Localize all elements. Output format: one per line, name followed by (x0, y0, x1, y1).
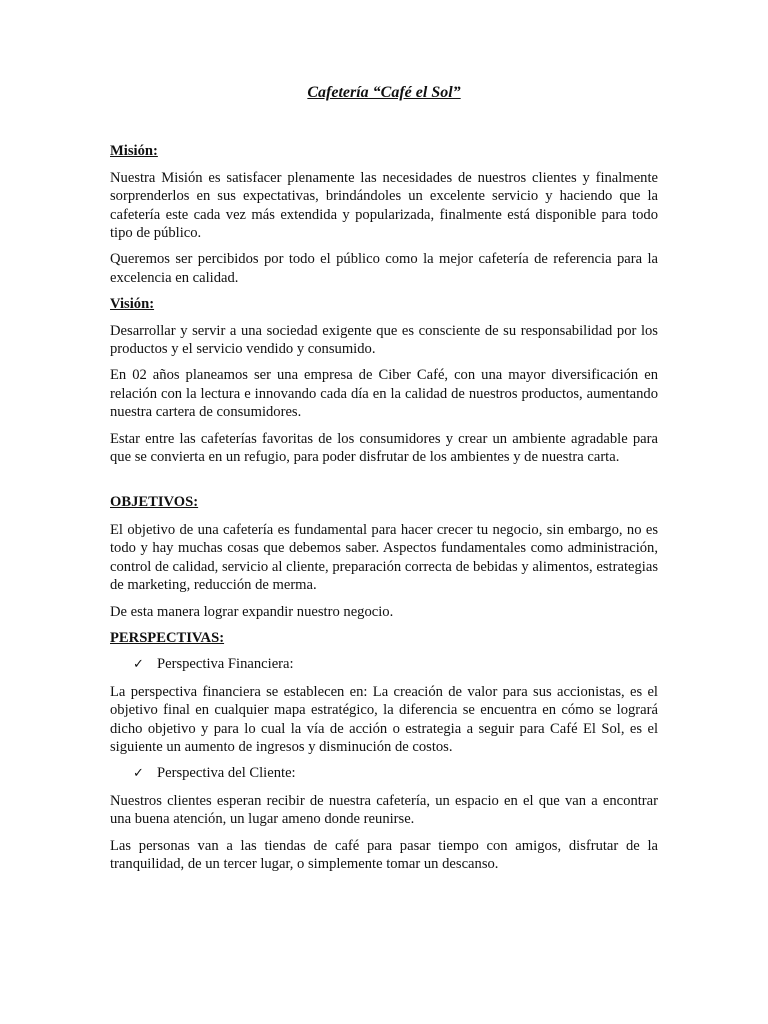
bullet-perspectiva-financiera (110, 655, 658, 674)
objetivos-heading: OBJETIVOS: (110, 493, 199, 510)
perspectiva-cliente-paragraph-2: Las personas van a las tiendas de café para pasar tiempo con amigos, disfrutar de la tranquilidad, de un tercer lugar, o simplemente tomar un descanso. (110, 837, 658, 872)
perspectivas-heading: PERSPECTIVAS: (110, 629, 225, 646)
mision-paragraph-2: Queremos ser percibidos por todo el público como la mejor cafetería de referencia para la excelencia en calidad. (110, 251, 658, 286)
vision-paragraph-2: En 02 años planeamos ser una empresa de Ciber Café, con una mayor diversificación en relación con la lectura e innovando cada día en la calidad de nuestros productos, aumentando nuestra cartera de consumidores. (110, 367, 658, 421)
mision-paragraph-1: Nuestra Misión es satisfacer plenamente las necesidades de nuestros clientes y finalmente sorprenderlos en sus expectativas, brindándoles un excelente servicio y haciendo que la cafetería este cada vez más extendida y popularizada, finalmente está disponible para todo tipo de público. (110, 169, 658, 242)
perspectiva-cliente-paragraph-1: Nuestros clientes esperan recibir de nuestra cafetería, un espacio en el que van a encontrar una buena atención, un lugar ameno donde reunirse. (110, 792, 658, 828)
document-title: Cafetería “Café el Sol” (307, 84, 461, 101)
check-icon: ✓ (133, 766, 144, 782)
perspectiva-financiera-label: Perspectiva Financiera: (157, 656, 294, 673)
perspectiva-financiera-paragraph: La perspectiva financiera se establecen en: La creación de valor para sus accionistas, es el objetivo final en cualquier mapa estratégico, la diferencia se encuentra en cómo se logrará dicho objetivo y para lo cual la vía de acción o estrategia a seguir para Café El Sol, es el siguiente un aumento de ingresos y disminución de costos. (110, 683, 658, 755)
check-icon: ✓ (133, 657, 144, 673)
vision-paragraph-1: Desarrollar y servir a una sociedad exigente que es consciente de su responsabilidad por los productos y el servicio vendido y consumido. (110, 322, 658, 358)
vision-paragraph-3: Estar entre las cafeterías favoritas de los consumidores y crear un ambiente agradable para que se convierta en un refugio, para poder disfrutar de los ambientes y de nuestra carta. (110, 430, 658, 466)
perspectiva-cliente-label: Perspectiva del Cliente: (157, 765, 296, 782)
bullet-perspectiva-cliente (110, 764, 658, 783)
vision-heading: Visión: (110, 296, 155, 313)
document-page (110, 84, 658, 881)
mision-heading: Misión: (110, 143, 158, 160)
objetivos-paragraph-2: De esta manera lograr expandir nuestro negocio. (110, 603, 394, 620)
objetivos-paragraph-1: El objetivo de una cafetería es fundamental para hacer crecer tu negocio, sin embargo, no es todo y hay muchas cosas que debemos saber. Aspectos fundamentales como administración, control de calidad, servicio al cliente, preparación correcta de bebidas y alimentos, estrategias de marketing, reducción de merma. (110, 521, 658, 594)
